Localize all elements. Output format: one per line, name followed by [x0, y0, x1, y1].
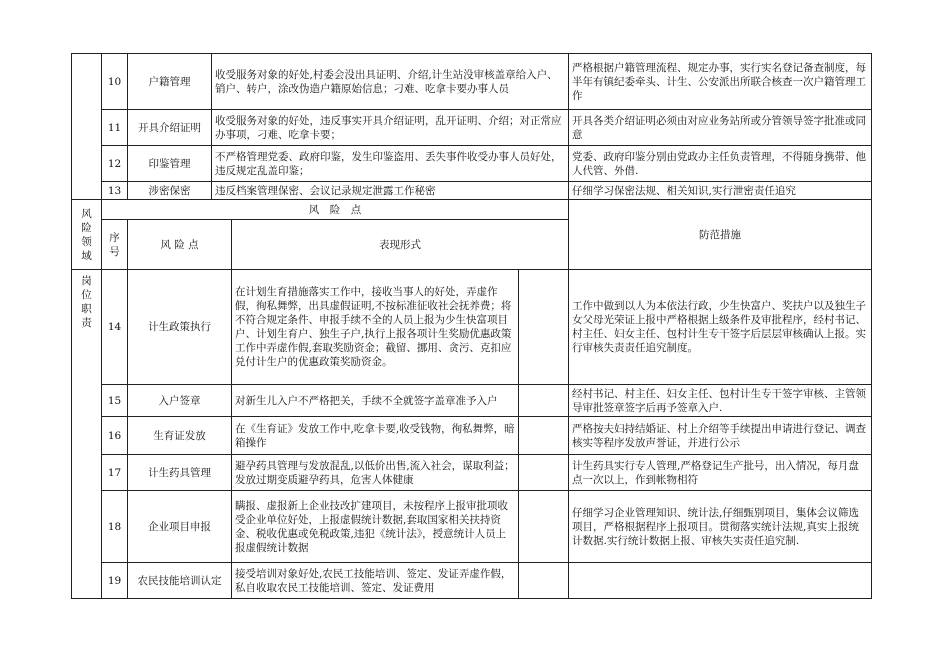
table-row — [72, 491, 872, 563]
header-row — [72, 200, 872, 220]
manifestation-cell: 避孕药具管理与发放混乱,以低价出售,流入社会，谋取利益；发放过期变质避孕药具，危害人体健康 — [232, 455, 519, 491]
risk-level-cell — [519, 385, 569, 417]
risk-point-cell: 农民技能培训认定 — [128, 563, 232, 599]
risk-point-group-header: 风 险 点 — [102, 200, 569, 220]
manifestation-header: 表现形式 — [232, 220, 569, 270]
seq-label: 序号 — [109, 231, 120, 258]
table-row — [72, 417, 872, 455]
measure-cell: 仔细学习保密法规、相关知识,实行泄密责任追究 — [569, 182, 872, 200]
risk-area-header — [72, 200, 102, 270]
table-row — [72, 146, 872, 182]
table-row — [72, 563, 872, 599]
risk-point-cell: 计生药具管理 — [128, 455, 232, 491]
manifestation-cell: 违反档案管理保密、会议记录规定泄露工作秘密 — [212, 182, 569, 200]
seq-header — [102, 220, 128, 270]
row-number: 10 — [102, 54, 128, 110]
manifestation-cell: 在《生育证》发放工作中,吃拿卡要,收受钱物，徇私舞弊，暗箱操作 — [232, 417, 519, 455]
prevention-header: 防范措施 — [569, 200, 872, 270]
table-row — [72, 455, 872, 491]
measure-cell: 工作中做到以人为本依法行政，少生快富户、奖扶户以及独生子女父母光荣证上报中严格根据上级条件及审批程序，经村书记、村主任、妇女主任、包村计生专干签字后层层审核确认上报。实行审核失责责任追究制度。 — [569, 270, 872, 385]
row-number: 14 — [102, 270, 128, 385]
risk-point-cell: 户籍管理 — [128, 54, 212, 110]
risk-point-cell: 开具介绍证明 — [128, 110, 212, 146]
section-job-label: 岗位职责 — [81, 275, 92, 329]
measure-cell — [569, 563, 872, 599]
measure-cell: 严格根据户籍管理流程、规定办事，实行实名登记备查制度，每半年有镇纪委牵头、计生、公安派出所联合核查一次户籍管理工作 — [569, 54, 872, 110]
row-number: 16 — [102, 417, 128, 455]
risk-table — [71, 53, 872, 599]
risk-point-cell: 印鉴管理 — [128, 146, 212, 182]
risk-point-cell: 企业项目申报 — [128, 491, 232, 563]
risk-point-cell: 入户签章 — [128, 385, 232, 417]
risk-point-header: 风 险 点 — [128, 220, 232, 270]
manifestation-cell: 对新生儿入户不严格把关，手续不全就签字盖章准予入户 — [232, 385, 519, 417]
row-number: 13 — [102, 182, 128, 200]
measure-cell: 计生药具实行专人管理,严格登记生产批号，出入情况，每月盘点一次以上，作到帐物相符 — [569, 455, 872, 491]
manifestation-cell: 瞒报、虚报新上企业技改扩建项目，未按程序上报审批项收受企业单位好处，上报虚假统计数据,套取国家相关扶持资金、税收优惠或免税政策,违犯《统计法》，授意统计人员上报虚假统计数据 — [232, 491, 519, 563]
manifestation-cell: 收受服务对象的好处,村委会没出具证明、介绍,计生站没审核盖章给入户、销户、转户，涂改伪造户籍原始信息；刁难、吃拿卡要办事人员 — [212, 54, 569, 110]
risk-level-cell — [519, 491, 569, 563]
risk-level-cell — [519, 455, 569, 491]
measure-cell: 仔细学习企业管理知识、统计法,仔细甄别项目，集体会议筛选项目，严格根据程序上报项目。贯彻落实统计法规,真实上报统计数据.实行统计数据上报、审核失实责任追究制. — [569, 491, 872, 563]
manifestation-cell: 收受服务对象的好处，违反事实开具介绍证明，乱开证明、介绍；对正常应办事项，刁难、吃拿卡要； — [212, 110, 569, 146]
manifestation-cell: 在计划生育措施落实工作中，接收当事人的好处，弄虚作假，徇私舞弊，出具虚假证明,不按标准征收社会抚养费；将不符合规定条件、申报手续不全的人员上报为少生快富项目户、计划生育户、独生子户,执行上报各项计生奖励优惠政策工作中弄虚作假,套取奖励资金；截留、挪用、贪污、克扣应兑付计生户的优惠政策奖励资金。 — [232, 270, 519, 385]
row-number: 18 — [102, 491, 128, 563]
row-number: 12 — [102, 146, 128, 182]
row-number: 17 — [102, 455, 128, 491]
table-row — [72, 385, 872, 417]
measure-cell: 经村书记、村主任、妇女主任、包村计生专干签字审核、主管领导审批签章签字后再予签章入户. — [569, 385, 872, 417]
table-row — [72, 182, 872, 200]
measure-cell: 党委、政府印鉴分别由党政办主任负责管理，不得随身携带、他人代管、外借. — [569, 146, 872, 182]
risk-point-cell: 涉密保密 — [128, 182, 212, 200]
risk-level-cell — [519, 417, 569, 455]
side-cell-top — [72, 54, 102, 200]
table-row — [72, 110, 872, 146]
table-row — [72, 270, 872, 385]
table-row — [72, 54, 872, 110]
measure-cell: 严格按夫妇持结婚证、村上介绍等手续提出申请进行登记、调查核实等程序发放声誉证，并进行公示 — [569, 417, 872, 455]
risk-level-cell — [519, 563, 569, 599]
risk-level-cell — [519, 270, 569, 385]
row-number: 15 — [102, 385, 128, 417]
manifestation-cell: 接受培训对象好处,农民工技能培训、签定、发证弄虚作假，私自收取农民工技能培训、签定、发证费用 — [232, 563, 519, 599]
row-number: 11 — [102, 110, 128, 146]
measure-cell: 开具各类介绍证明必须由对应业务站所或分管领导签字批准或同意 — [569, 110, 872, 146]
risk-point-cell: 生育证发放 — [128, 417, 232, 455]
risk-point-cell: 计生政策执行 — [128, 270, 232, 385]
risk-area-label: 风险领域 — [81, 207, 92, 262]
row-number: 19 — [102, 563, 128, 599]
manifestation-cell: 不严格管理党委、政府印鉴，发生印鉴盗用、丢失事件收受办事人员好处，违反规定乱盖印鉴； — [212, 146, 569, 182]
section-job-cell — [72, 270, 102, 599]
